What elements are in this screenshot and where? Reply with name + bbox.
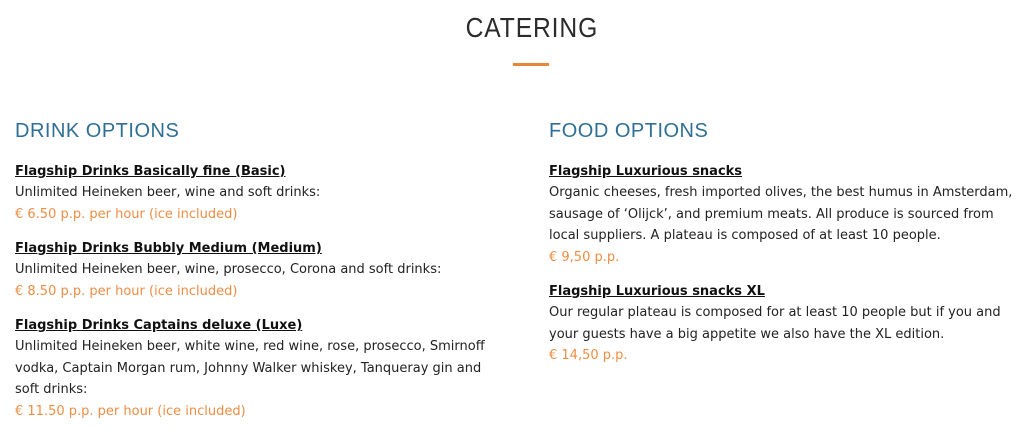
food-item-luxurious-snacks (549, 161, 1019, 268)
drink-item-description: Unlimited Heineken beer, wine, prosecco, Corona and soft drinks: (15, 262, 442, 277)
food-options-title: FOOD OPTIONS (549, 120, 709, 142)
food-options-section (549, 115, 1019, 380)
drink-item-price: € 11.50 p.p. per hour (ice included) (15, 403, 246, 419)
drink-item-basic (15, 161, 505, 225)
drink-item-luxe (15, 315, 505, 422)
drink-item-name: Flagship Drinks Captains deluxe (Luxe) (15, 318, 303, 333)
drink-item-name: Flagship Drinks Bubbly Medium (Medium) (15, 241, 322, 256)
food-item-description: Organic cheeses, fresh imported olives, the best humus in Amsterdam, sausage of ‘Olijck’, and premium meats. All produce is sourced from local suppliers. A plateau is composed of at least 10 people. (549, 185, 1013, 243)
drink-item-description: Unlimited Heineken beer, white wine, red wine, rose, prosecco, Smirnoff vodka, Captain Morgan rum, Johnny Walker whiskey, Tanqueray gin and soft drinks: (15, 339, 485, 397)
food-item-price: € 14,50 p.p. (549, 348, 628, 363)
drink-item-price: € 6.50 p.p. per hour (ice included) (15, 206, 238, 222)
food-item-name: Flagship Luxurious snacks (549, 164, 743, 179)
drink-item-price: € 8.50 p.p. per hour (ice included) (15, 283, 238, 299)
drink-item-medium (15, 238, 505, 302)
drink-options-section (15, 115, 505, 435)
food-item-name: Flagship Luxurious snacks XL (549, 284, 765, 299)
drink-item-description: Unlimited Heineken beer, wine and soft drinks: (15, 185, 321, 200)
drink-item-name: Flagship Drinks Basically fine (Basic) (15, 164, 286, 179)
drink-options-title: DRINK OPTIONS (15, 120, 180, 142)
page-title: CATERING (465, 12, 599, 43)
food-item-luxurious-snacks-xl (549, 281, 1019, 367)
title-divider (513, 63, 549, 66)
food-item-description: Our regular plateau is composed for at least 10 people but if you and your guests have a big appetite we also have the XL edition. (549, 305, 1001, 342)
food-item-price: € 9,50 p.p. (549, 249, 620, 265)
